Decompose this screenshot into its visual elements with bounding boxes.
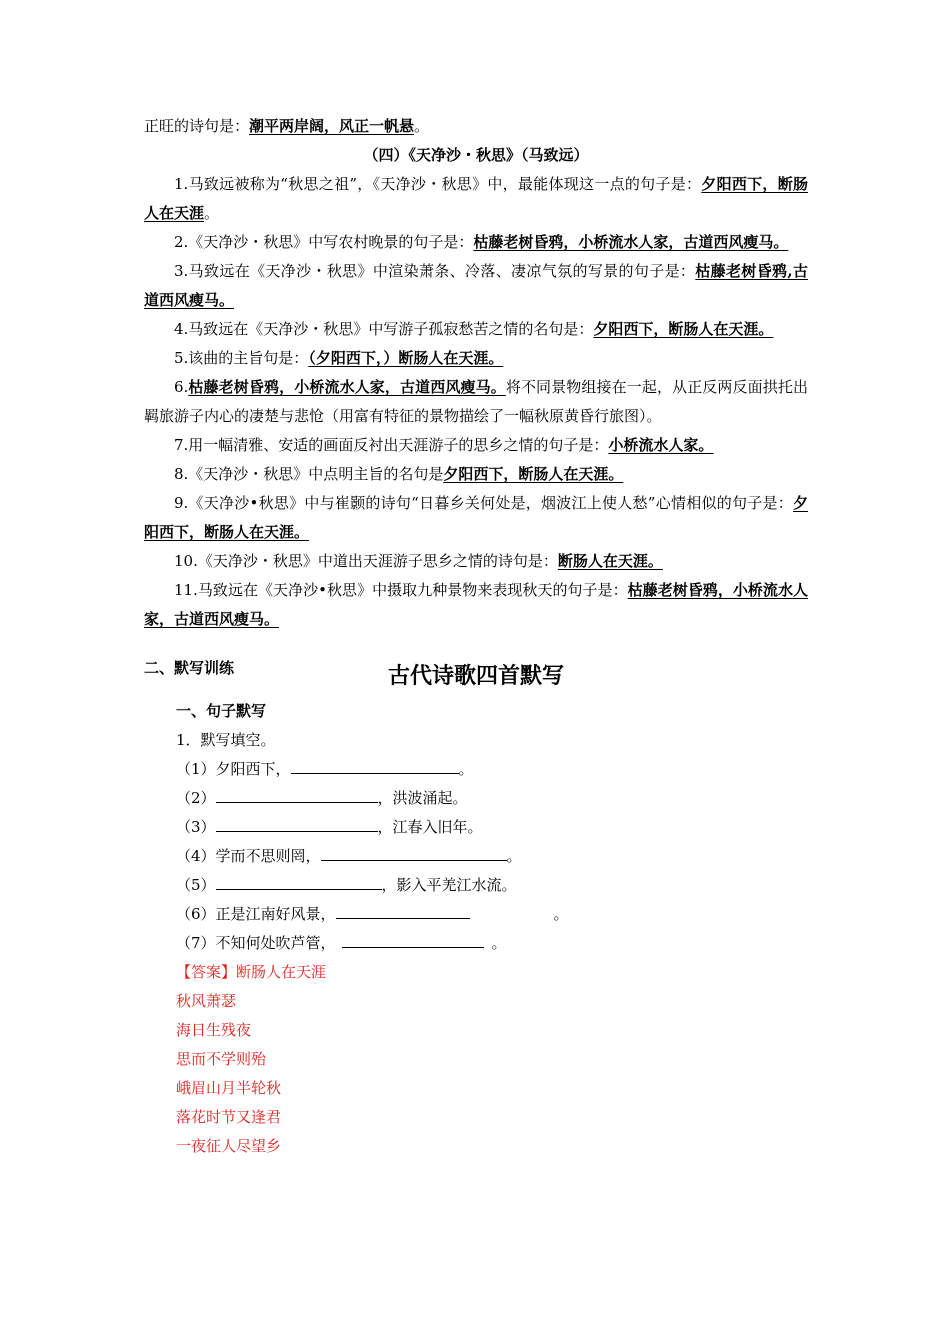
list-item: 9.《天净沙•秋思》中与崔颢的诗句“日暮乡关何处是，烟波江上使人愁”心情相似的句子是：夕阳西下，断肠人在天涯。 <box>144 494 808 541</box>
answer-line: 落花时节又逢君 <box>176 1108 282 1126</box>
list-item: 10.《天净沙・秋思》中道出天涯游子思乡之情的诗句是：断肠人在天涯。 <box>174 552 663 570</box>
intro-answer: 潮平两岸阔，风正一帆悬 <box>249 117 415 135</box>
answer-line: 海日生残夜 <box>176 1021 252 1039</box>
intro-line <box>144 112 808 141</box>
answer-line: 思而不学则殆 <box>176 1050 267 1068</box>
answer-line: 【答案】断肠人在天涯 <box>176 963 327 981</box>
fill-item: （4）学而不思则罔， 。 <box>176 847 522 865</box>
list-item: 6.枯藤老树昏鸦，小桥流水人家，古道西风瘦马。将不同景物组接在一起，从正反两反面拱托出羁旅游子内心的凄楚与悲怆（用富有特征的景物描绘了一幅秋原黄昏行旅图）。 <box>144 378 808 425</box>
subsection-heading: 一、句子默写 <box>176 702 267 720</box>
answer-blank[interactable] <box>216 875 382 890</box>
fill-item: （6）正是江南好风景， 。 <box>176 905 569 923</box>
list-item: 3.马致远在《天净沙・秋思》中渲染萧条、冷落、凄凉气氛的写景的句子是：枯藤老树昏鸦,古道西风瘦马。 <box>144 262 808 309</box>
list-item: 7.用一幅清雅、安适的画面反衬出天涯游子的思乡之情的句子是：小桥流水人家。 <box>174 436 714 454</box>
list-item: 4.马致远在《天净沙・秋思》中写游子孤寂愁苦之情的名句是：夕阳西下，断肠人在天涯。 <box>174 320 774 338</box>
list-item: 2.《天净沙・秋思》中写农村晚景的句子是：枯藤老树昏鸦，小桥流水人家，古道西风瘦马。 <box>174 233 789 251</box>
part-heading: 二、默写训练 <box>144 659 235 677</box>
list-item: 1.马致远被称为“秋思之祖”，《天净沙・秋思》中，最能体现这一点的句子是：夕阳西下，断肠人在天涯。 <box>144 175 808 222</box>
fill-item: （2） ，洪波涌起。 <box>176 789 468 807</box>
answer-blank[interactable] <box>291 759 459 774</box>
list-item: 11.马致远在《天净沙•秋思》中摄取九种景物来表现秋天的句子是：枯藤老树昏鸦，小桥流水人家，古道西风瘦马。 <box>144 581 808 628</box>
answer-blank[interactable] <box>336 904 470 919</box>
list-item: 5.该曲的主旨句是：（夕阳西下，）断肠人在天涯。 <box>174 349 504 367</box>
answer-blank[interactable] <box>216 788 378 803</box>
answer-blank[interactable] <box>321 846 507 861</box>
answer-line: 秋风萧瑟 <box>176 992 237 1010</box>
intro-suffix: 。 <box>414 117 430 135</box>
page-title: 古代诗歌四首默写 <box>387 663 564 689</box>
document-page <box>144 112 808 1161</box>
answer-line: 一夜征人尽望乡 <box>176 1137 282 1155</box>
answer-blank[interactable] <box>216 817 378 832</box>
answer-line: 峨眉山月半轮秋 <box>176 1079 282 1097</box>
section-heading: （四）《天净沙・秋思》（马致远） <box>363 146 589 164</box>
fill-item: （1）夕阳西下， 。 <box>176 760 474 778</box>
fill-item: （3） ，江春入旧年。 <box>176 818 483 836</box>
fill-item: （5） ，影入平羌江水流。 <box>176 876 517 894</box>
question-text: 1．默写填空。 <box>176 731 276 749</box>
list-item: 8.《天净沙・秋思》中点明主旨的名句是夕阳西下，断肠人在天涯。 <box>174 465 624 483</box>
answer-label: 【答案】 <box>176 963 237 981</box>
intro-prefix: 正旺的诗句是： <box>144 117 250 135</box>
answer-blank[interactable] <box>342 933 484 948</box>
fill-item: （7）不知何处吹芦管， 。 <box>176 934 507 952</box>
